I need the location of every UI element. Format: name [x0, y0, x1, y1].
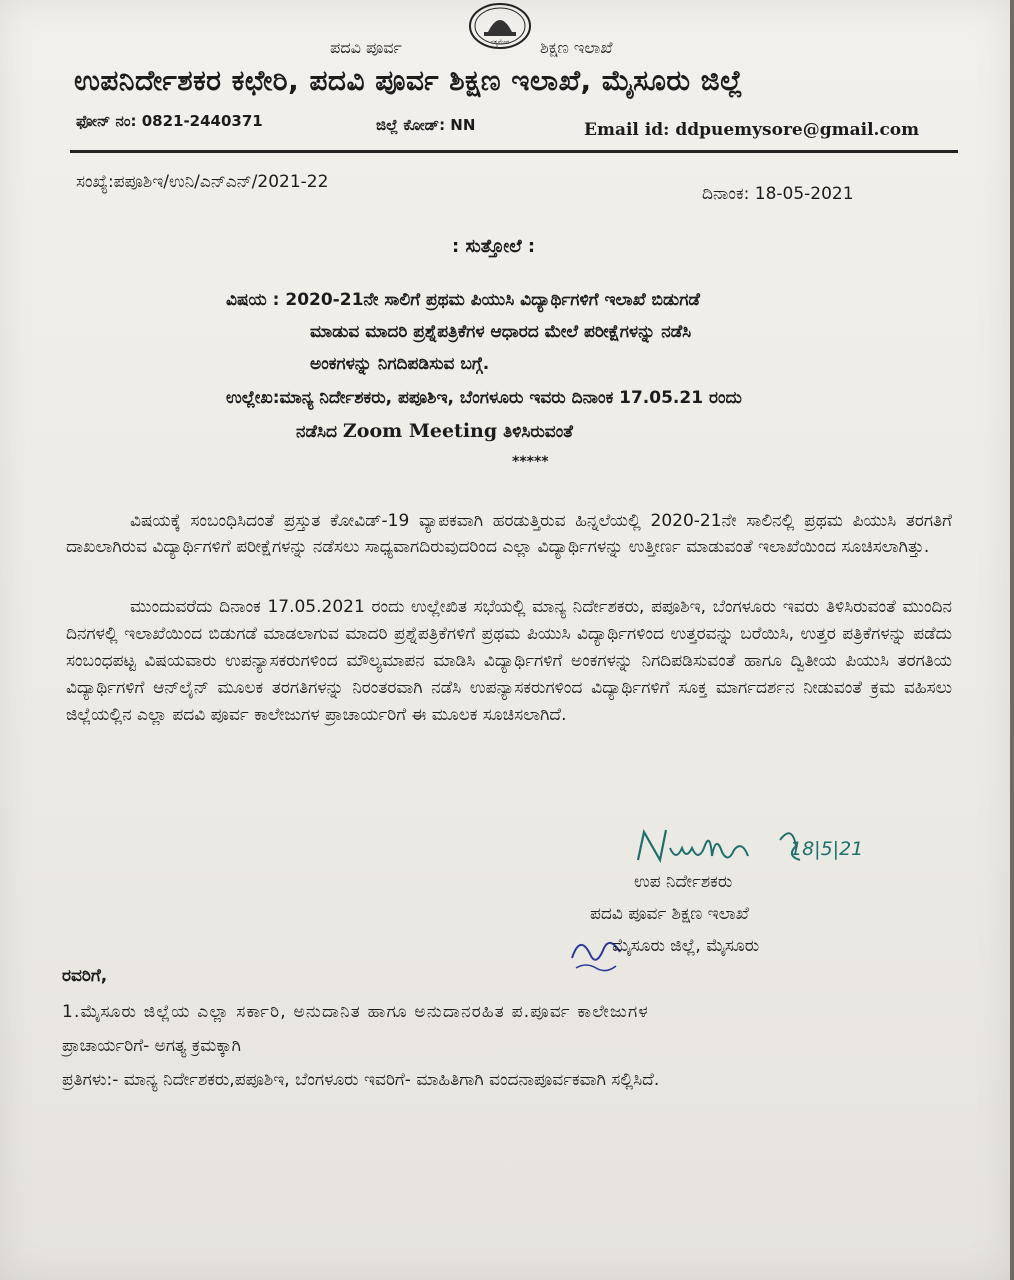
- reference-number: ಸಂಖ್ಯೆ:ಪಪೂಶಿಇ/ಉನಿ/ಎನ್‌ಎನ್/2021-22: [76, 172, 329, 192]
- dept-label-left: ಪದವಿ ಪೂರ್ವ: [330, 38, 402, 57]
- signatory-designation: ಉಪ ನಿರ್ದೇಶಕರು: [634, 872, 733, 892]
- signatory-department: ಪದವಿ ಪೂರ್ವ ಶಿಕ್ಷಣ ಇಲಾಖೆ: [590, 904, 749, 924]
- subject-line-2: ಮಾಡುವ ಮಾದರಿ ಪ್ರಶ್ನೆಪತ್ರಿಕೆಗಳ ಆಧಾರದ ಮೇಲೆ ಪರೀಕ್ಷೆಗಳನ್ನು ನಡೆಸಿ: [310, 322, 692, 342]
- circular-title: : ಸುತ್ತೋಲೆ :: [452, 236, 536, 257]
- subject-line-3: ಅಂಕಗಳನ್ನು ನಿಗದಿಪಡಿಸುವ ಬಗ್ಗೆ.: [310, 354, 490, 374]
- svg-text:ಸತ್ಯಮೇವ: ಸತ್ಯಮೇವ: [490, 39, 510, 46]
- reference-line-2-prefix: ನಡೆಸಿದ: [296, 422, 337, 442]
- reference-line-2: [296, 420, 573, 442]
- reference-line-2-suffix: ತಿಳಿಸಿರುವಂತೆ: [503, 422, 573, 442]
- office-title: ಉಪನಿರ್ದೇಶಕರ ಕಛೇರಿ, ಪದವಿ ಪೂರ್ವ ಶಿಕ್ಷಣ ಇಲಾಖೆ, ಮೈಸೂರು ಜಿಲ್ಲೆ: [74, 64, 744, 97]
- reference-line-1: ಉಲ್ಲೇಖ:ಮಾನ್ಯ ನಿರ್ದೇಶಕರು, ಪಪೂಶಿಇ, ಬೆಂಗಳೂರು ಇವರು ದಿನಾಂಕ 17.05.21 ರಂದು: [226, 388, 742, 408]
- separator-stars: *****: [512, 454, 549, 470]
- karnataka-emblem-icon: [460, 2, 540, 58]
- signature-date: 18|5|21: [790, 838, 864, 860]
- signatory-district: ಮೈಸೂರು ಜಿಲ್ಲೆ, ಮೈಸೂರು: [612, 936, 760, 956]
- recipient-item-1-line-2: ಪ್ರಾಚಾರ್ಯರಿಗೆ- ಅಗತ್ಯ ಕ್ರಮಕ್ಕಾಗಿ: [62, 1036, 241, 1056]
- phone-number: ಫೋನ್ ನಂ: 0821-2440371: [76, 112, 263, 130]
- recipients-label: ರವರಿಗೆ,: [62, 966, 108, 986]
- district-code: ಜಿಲ್ಲೆ ಕೋಡ್: NN: [376, 116, 476, 134]
- dept-label-right: ಶಿಕ್ಷಣ ಇಲಾಖೆ: [540, 38, 613, 57]
- email-address: Email id: ddpuemysore@gmail.com: [584, 120, 920, 140]
- subject-line-1: ವಿಷಯ : 2020-21ನೇ ಸಾಲಿಗೆ ಪ್ರಥಮ ಪಿಯುಸಿ ವಿದ್ಯಾರ್ಥಿಗಳಿಗೆ ಇಲಾಖೆ ಬಿಡುಗಡೆ: [226, 290, 700, 310]
- letter-date: ದಿನಾಂಕ: 18-05-2021: [702, 184, 854, 204]
- zoom-meeting-text: Zoom Meeting: [342, 420, 498, 442]
- body-paragraph-1: ವಿಷಯಕ್ಕೆ ಸಂಬಂಧಿಸಿದಂತೆ ಪ್ರಸ್ತುತ ಕೋವಿಡ್-19 ವ್ಯಾಪಕವಾಗಿ ಹರಡುತ್ತಿರುವ ಹಿನ್ನಲೆಯಲ್ಲಿ 2020-21ನೇ ಸಾಲಿನಲ್ಲಿ ಪ್ರಥಮ ಪಿಯುಸಿ ತರಗತಿಗೆ ದಾಖಲಾಗಿರುವ ವಿದ್ಯಾರ್ಥಿಗಳಿಗೆ ಪರೀಕ್ಷೆಗಳನ್ನು ನಡೆಸಲು ಸಾಧ್ಯವಾಗದಿರುವುದರಿಂದ ಎಲ್ಲಾ ವಿದ್ಯಾರ್ಥಿಗಳನ್ನು ಉತ್ತೀರ್ಣ ಮಾಡುವಂತೆ ಇಲಾಖೆಯಿಂದ ಸೂಚಿಸಲಾಗಿತ್ತು.: [66, 511, 952, 557]
- body-paragraph-2: ಮುಂದುವರೆದು ದಿನಾಂಕ 17.05.2021 ರಂದು ಉಲ್ಲೇಖಿತ ಸಭೆಯಲ್ಲಿ ಮಾನ್ಯ ನಿರ್ದೇಶಕರು, ಪಪೂಶಿಇ, ಬೆಂಗಳೂರು ಇವರು ತಿಳಿಸಿರುವಂತೆ ಮುಂದಿನ ದಿನಗಳಲ್ಲಿ ಇಲಾಖೆಯಿಂದ ಬಿಡುಗಡೆ ಮಾಡಲಾಗುವ ಮಾದರಿ ಪ್ರಶ್ನೆಪತ್ರಿಕೆಗಳಿಗೆ ಪ್ರಥಮ ಪಿಯುಸಿ ವಿದ್ಯಾರ್ಥಿಗಳಿಂದ ಉತ್ತರವನ್ನು ಬರೆಯಿಸಿ, ಉತ್ತರ ಪತ್ರಿಕೆಗಳನ್ನು ಪಡೆದು ಸಂಬಂಧಪಟ್ಟ ವಿಷಯವಾರು ಉಪನ್ಯಾಸಕರುಗಳಿಂದ ಮೌಲ್ಯಮಾಪನ ಮಾಡಿಸಿ ವಿದ್ಯಾರ್ಥಿಗಳಿಗೆ ಅಂಕಗಳನ್ನು ನಿಗದಿಪಡಿಸುವಂತೆ ಹಾಗೂ ದ್ವಿತೀಯ ಪಿಯುಸಿ ತರಗತಿಯ ವಿದ್ಯಾರ್ಥಿಗಳಿಗೆ ಆನ್‌ಲೈನ್ ಮೂಲಕ ತರಗತಿಗಳನ್ನು ನಿರಂತರವಾಗಿ ನಡೆಸಿ ಉಪನ್ಯಾಸಕರುಗಳಿಂದ ವಿದ್ಯಾರ್ಥಿಗಳಿಗೆ ಸೂಕ್ತ ಮಾರ್ಗದರ್ಶನ ನೀಡುವಂತೆ ಕ್ರಮ ವಹಿಸಲು ಜಿಲ್ಲೆಯಲ್ಲಿನ ಎಲ್ಲಾ ಪದವಿ ಪೂರ್ವ ಕಾಲೇಜುಗಳ ಪ್ರಾಚಾರ್ಯರಿಗೆ ಈ ಮೂಲಕ ಸೂಚಿಸಲಾಗಿದೆ.: [66, 597, 952, 725]
- copies-line: ಪ್ರತಿಗಳು:- ಮಾನ್ಯ ನಿರ್ದೇಶಕರು,ಪಪೂಶಿಇ, ಬೆಂಗಳೂರು ಇವರಿಗೆ- ಮಾಹಿತಿಗಾಗಿ ವಂದನಾಪೂರ್ವಕವಾಗಿ ಸಲ್ಲಿಸಿದೆ.: [62, 1070, 660, 1090]
- header-divider: [70, 150, 958, 153]
- recipient-item-1-line-1: 1.ಮೈಸೂರು ಜಿಲ್ಲೆಯ ಎಲ್ಲಾ ಸರ್ಕಾರಿ, ಅನುದಾನಿತ ಹಾಗೂ ಅನುದಾನರಹಿತ ಪ.ಪೂರ್ವ ಕಾಲೇಜುಗಳ: [62, 1002, 649, 1022]
